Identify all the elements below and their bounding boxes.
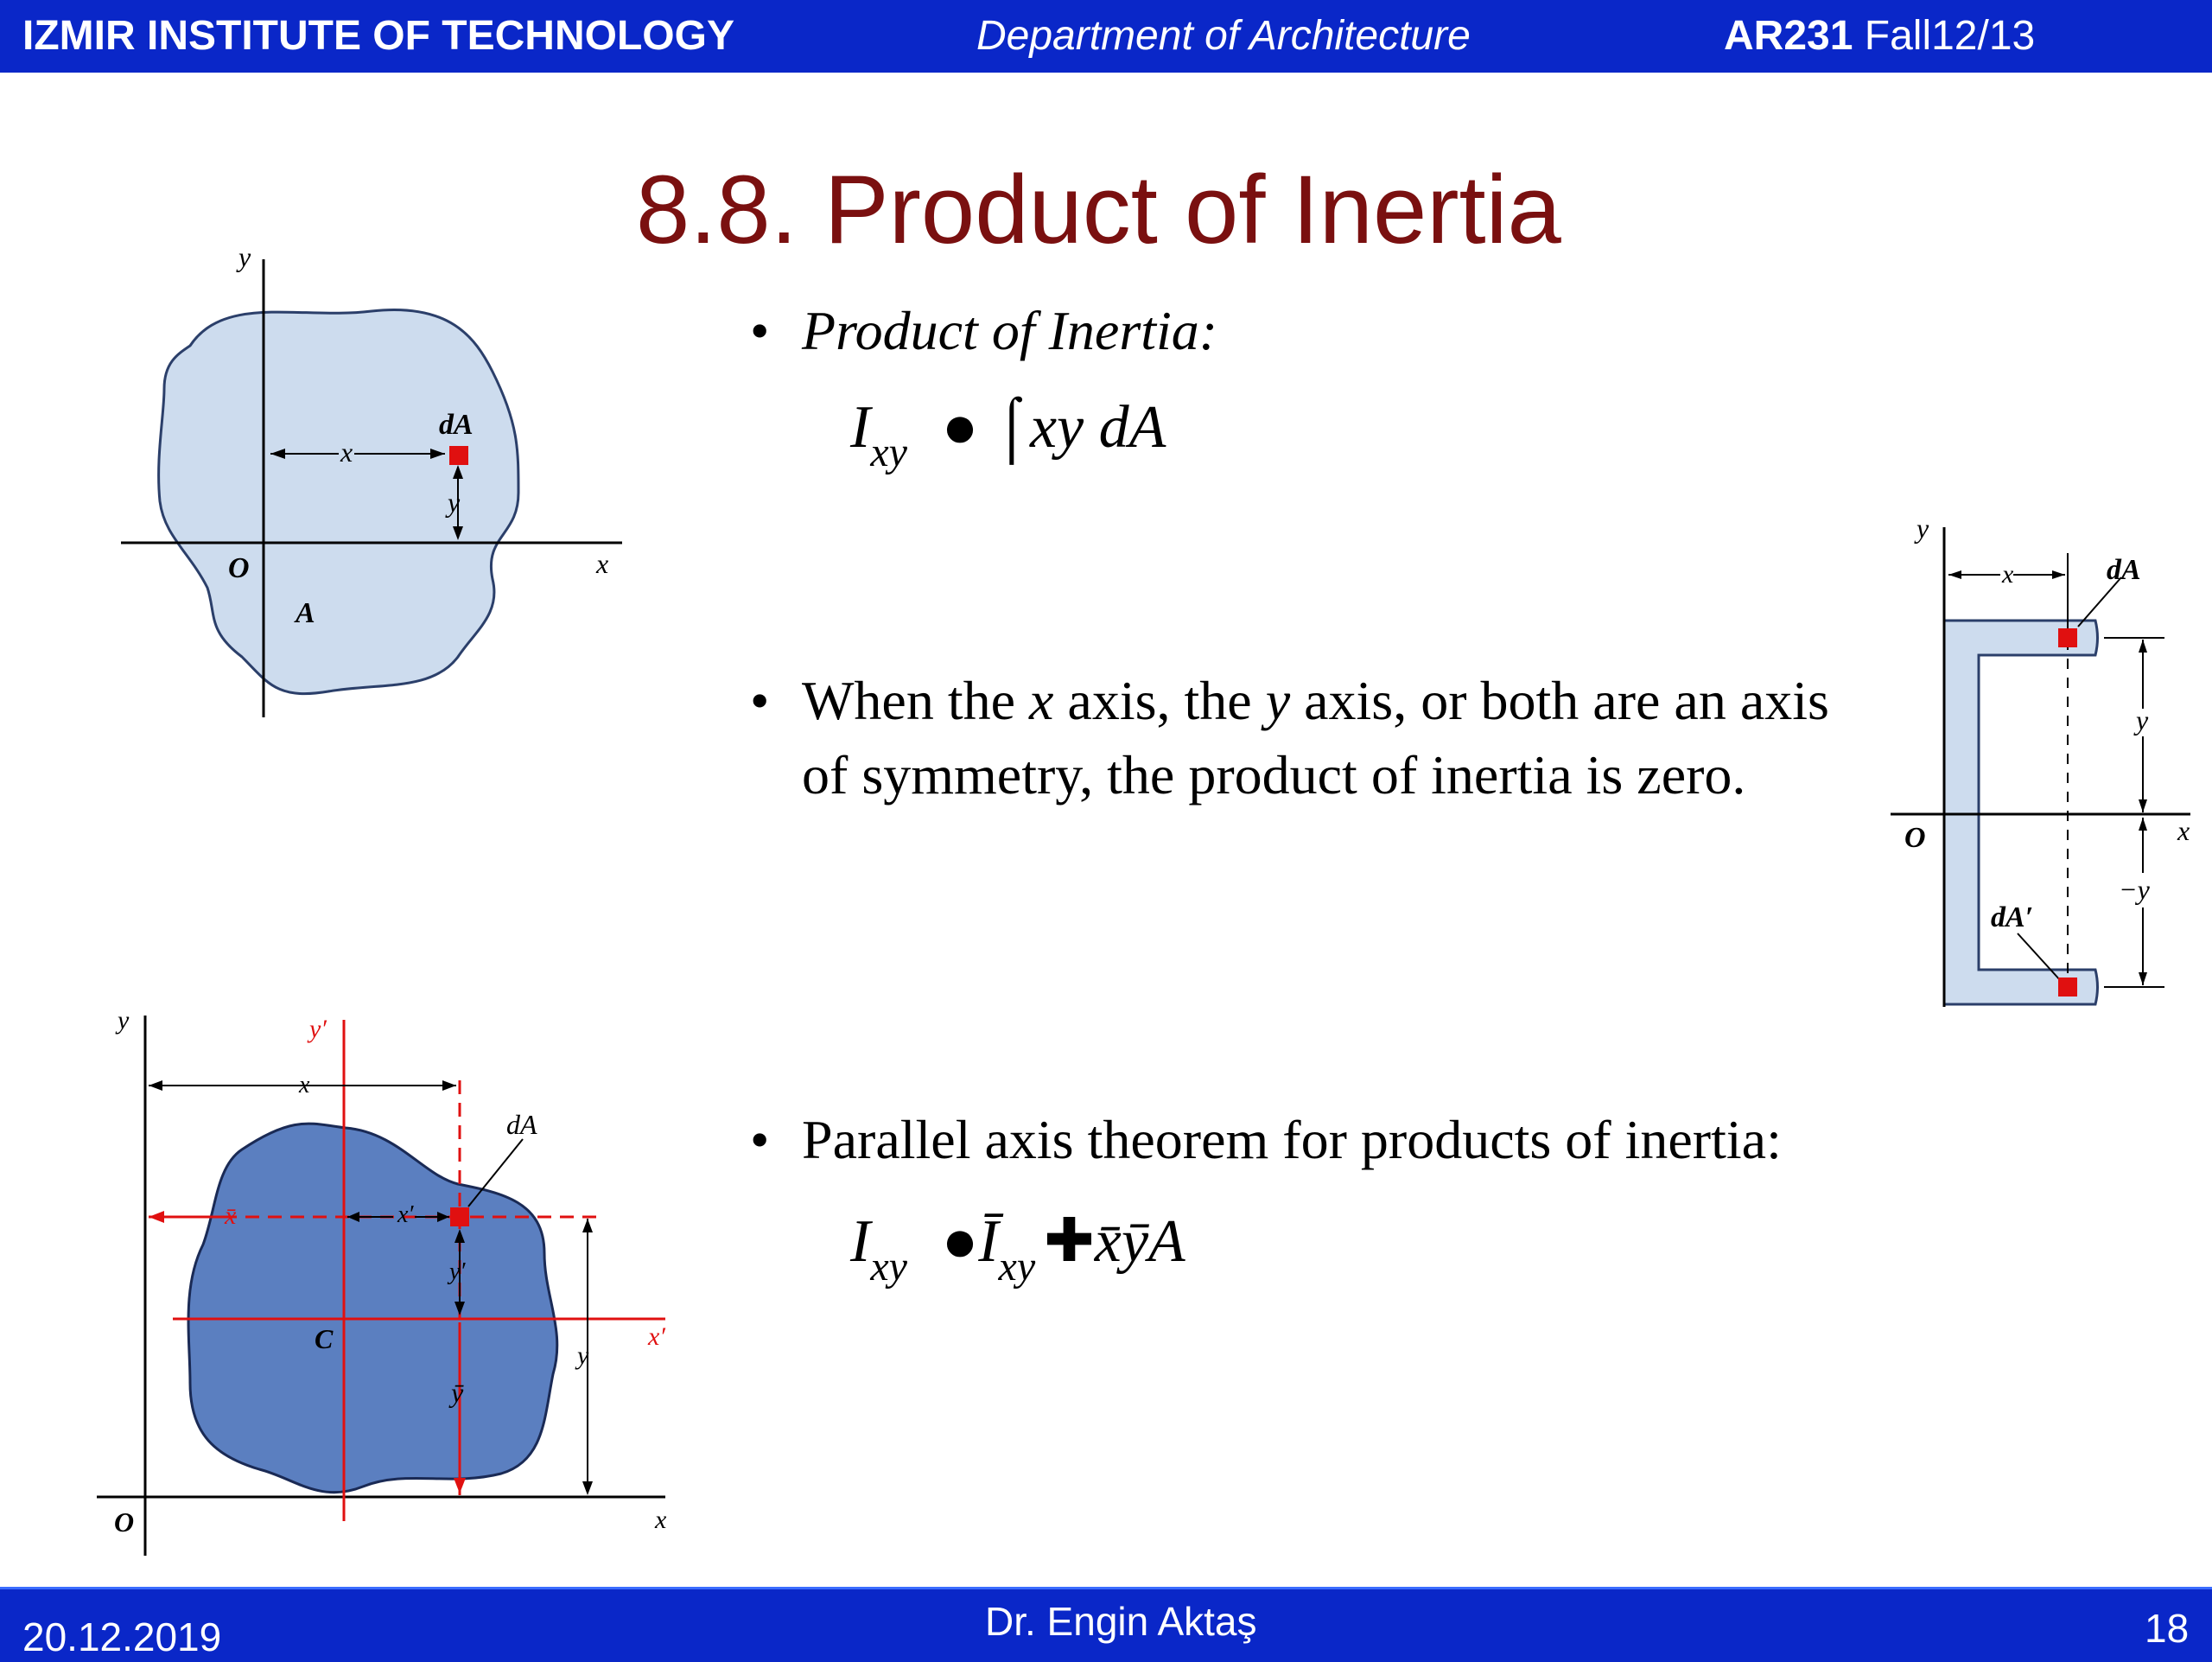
y-distance-label: y bbox=[2136, 704, 2149, 735]
y-prime-axis-label: y′ bbox=[309, 1015, 327, 1043]
x-axis-label: x bbox=[655, 1506, 667, 1534]
origin-label: O bbox=[114, 1506, 135, 1538]
formula-garble: ⌠ bbox=[993, 394, 1030, 461]
bullet-parallel-axis bbox=[750, 1103, 1782, 1177]
lower-element-marker bbox=[2058, 977, 2077, 997]
footer-author: Dr. Engin Aktaş bbox=[985, 1599, 1257, 1644]
bullet-text-1: When the bbox=[802, 670, 1029, 731]
bullet-product-of-inertia bbox=[750, 294, 1218, 368]
y-prime-distance-label: y′ bbox=[449, 1258, 466, 1285]
course-info bbox=[1724, 12, 2035, 60]
neg-y-distance-label: −y bbox=[2119, 874, 2150, 905]
area-element-marker bbox=[449, 446, 468, 465]
institution-name: IZMIR INSTITUTE OF TECHNOLOGY bbox=[22, 13, 734, 59]
x-axis-label: x bbox=[596, 548, 609, 579]
origin-label: O bbox=[228, 552, 250, 584]
x-bar-label: x̄ bbox=[225, 1201, 237, 1230]
da-label: dA bbox=[2107, 554, 2141, 586]
y-bar-label: ȳ bbox=[451, 1377, 464, 1408]
da-label: dA bbox=[439, 409, 474, 441]
formula-parallel-axis bbox=[850, 1205, 1185, 1289]
formula-op: ● bbox=[941, 394, 979, 461]
x-axis-label: x bbox=[2177, 815, 2190, 846]
x-prime-distance-label: x′ bbox=[397, 1201, 414, 1228]
bullet-text-2: axis, the bbox=[1053, 670, 1266, 731]
formula-mid-sub: xy bbox=[998, 1244, 1036, 1289]
figure-area-element bbox=[112, 242, 648, 726]
area-label: A bbox=[296, 597, 315, 629]
header-bar bbox=[0, 0, 2212, 73]
footer-bar bbox=[0, 1587, 2212, 1662]
formula-sub: xy bbox=[870, 430, 907, 475]
bullet-text-3: axis, or both are an axis of symmetry, the product of inertia is zero. bbox=[802, 670, 1829, 806]
da-prime-label: dA′ bbox=[1991, 901, 2034, 933]
formula-garble: ✚ bbox=[1044, 1208, 1095, 1275]
footer-date: 20.12.2019 bbox=[22, 1614, 222, 1659]
bullet-symmetry bbox=[750, 664, 1839, 812]
formula-lhs: I bbox=[850, 394, 871, 461]
bullet-text: Parallel axis theorem for products of inertia: bbox=[802, 1109, 1782, 1170]
formula-op: ● bbox=[941, 1208, 979, 1275]
y-distance-label: y bbox=[448, 487, 461, 518]
x-distance-label: x bbox=[340, 436, 353, 468]
x-distance-label: x bbox=[299, 1072, 310, 1098]
y-axis-label: y bbox=[118, 1006, 130, 1035]
bullet-x: x bbox=[1029, 670, 1054, 731]
course-code: AR231 bbox=[1724, 13, 1853, 59]
formula-rhs: x̄ȳA bbox=[1094, 1208, 1185, 1275]
figure-parallel-axis bbox=[95, 1003, 683, 1564]
formula-mid: Ī bbox=[978, 1208, 999, 1275]
area-shape bbox=[188, 1124, 557, 1493]
area-element-marker bbox=[450, 1207, 469, 1226]
bullet-y: y bbox=[1265, 670, 1291, 731]
da-label: dA bbox=[506, 1109, 537, 1140]
y-distance-label: y bbox=[577, 1341, 589, 1370]
x-distance-label: x bbox=[2002, 560, 2014, 589]
bullet-dot: • bbox=[750, 670, 770, 731]
formula-rhs: xy dA bbox=[1029, 394, 1166, 461]
slide-title: 8.8. Product of Inertia bbox=[636, 156, 1561, 264]
formula-sub: xy bbox=[870, 1244, 907, 1289]
bullet-dot: • bbox=[750, 300, 770, 361]
x-prime-axis-label: x′ bbox=[648, 1322, 665, 1351]
department-name: Department of Architecture bbox=[976, 13, 1471, 59]
term: Fall12/13 bbox=[1864, 13, 2036, 59]
figure-channel-symmetry bbox=[1884, 510, 2212, 1011]
area-shape bbox=[159, 309, 518, 693]
bullet-text: Product of Inertia: bbox=[802, 300, 1218, 361]
channel-shape bbox=[1944, 621, 2098, 1004]
upper-element-marker bbox=[2058, 628, 2077, 647]
origin-label: O bbox=[1904, 822, 1926, 854]
y-axis-label: y bbox=[1916, 513, 1929, 544]
page-number: 18 bbox=[2145, 1606, 2190, 1651]
bullet-dot: • bbox=[750, 1109, 770, 1170]
y-axis-label: y bbox=[238, 242, 251, 272]
formula-product-of-inertia bbox=[850, 393, 1166, 475]
centroid-label: C bbox=[315, 1323, 334, 1354]
formula-lhs: I bbox=[850, 1208, 871, 1275]
